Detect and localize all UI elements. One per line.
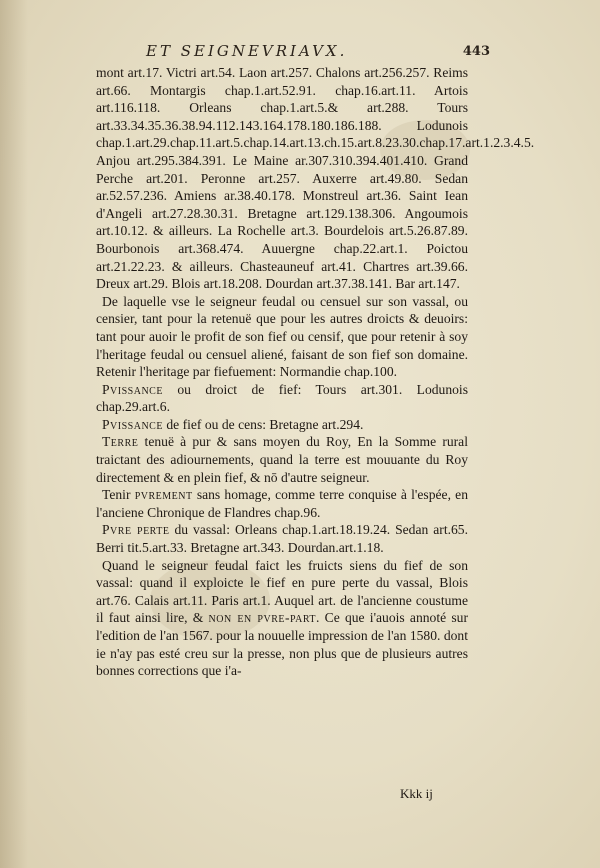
small-caps-term: pvrement xyxy=(134,487,193,503)
signature-mark: Kkk ij xyxy=(400,786,433,801)
paragraph-text: De laquelle vse le seigneur feudal ou censuel sur son vassal, ou censier, tant pour la retenuë que pour les autres droicts & deuoirs: tant pour auoir le profit de son fief ou censif, que pour retenir à soy l'heritage feudal ou censuel aliené, faisant de son fief son domaine. Retenir l'heritage par fiefuement: Normandie chap.100. xyxy=(96,293,468,380)
running-title: ET SEIGNEVRIAVX. xyxy=(146,42,348,60)
page-number: 443 xyxy=(462,44,490,59)
paragraph-text: . Ce que i'auois annoté sur l'edition de l'an 1567. pour la nouuelle impression de l'an 1580. dont ie n'ay pas esté creu sur la presse, non plus que de plusieurs autres bonnes corrections que i'a- xyxy=(96,610,468,679)
body-text xyxy=(96,64,535,680)
paragraph xyxy=(96,293,468,381)
paragraph-text: du vassal: Orleans chap.1.art.18.19.24. Sedan art.65. Berri tit.5.art.33. Bretagne art.343. Dourdan.art.1.18. xyxy=(96,522,468,556)
paragraph xyxy=(96,557,468,680)
paragraph-text: mont art.17. Victri art.54. Laon art.257. Chalons art.256.257. Reims art.66. Montargis chap.1.art.52.91. chap.16.art.11. Artois art.116.118. Orleans chap.1.art.5.& art.288. Tours art.33.34.35.36.38.94.112.143.164.178.180.186.188. Lodunois chap.1.art.29.chap.11.art.5.chap.14.art.13.ch.15.art.8.23.30.chap.17.art.1.2.3.4.5. Anjou art.295.384.391. Le Maine ar.307.310.394.401.410. Grand Perche art.201. Peronne art.257. Auxerre art.49.80. Sedan ar.52.57.236. Amiens ar.38.40.178. Monstreul art.36. Saint Iean d'Angeli art.27.28.30.31. Bretagne art.129.138.306. Angoumois art.10.12. & ailleurs. La Rochelle art.3. Bourdelois art.5.26.87.89. Bourbonois art.368.474. Auuergne chap.22.art.1. Poictou art.21.22.23. & ailleurs. Chasteauneuf art.41. Chartres art.39.66. Dreux art.29. Blois art.18.208. Dourdan art.37.38.141. Bar art.147. xyxy=(96,65,535,292)
small-caps-term: Pvissance xyxy=(102,416,163,432)
paragraph-text: tenuë à pur & sans moyen du Roy, En la Somme rural traictant des adiournements, quand la terre est mouuante du Roy directement & en plein fief, & nō d'autre seigneur. xyxy=(96,434,468,485)
paragraph-text: Quand le seigneur feudal faict les fruicts siens du fief de son vassal: quand il exploicte le fief en pure perte du vassal, Blois art.76. Calais art.11. Paris art.1. Auquel art. de l'ancienne coustume il faut ainsi lire, & xyxy=(96,557,468,626)
small-caps-term: non en pvre-part xyxy=(208,610,317,626)
paragraph-text: ou droict de fief: Tours art.301. Lodunois chap.29.art.6. xyxy=(96,381,468,415)
paragraph-text: Tenir xyxy=(102,487,135,503)
paragraph xyxy=(96,521,468,556)
small-caps-term: Terre xyxy=(102,434,139,450)
paragraph xyxy=(96,64,535,293)
paragraph xyxy=(96,416,468,434)
small-caps-term: Pvissance xyxy=(102,381,163,397)
paragraph xyxy=(96,433,468,486)
paragraph xyxy=(96,381,468,416)
paragraph xyxy=(96,486,468,521)
paragraph-text: sans homage, comme terre conquise à l'espée, en l'anciene Chronique de Flandres chap.96. xyxy=(96,487,469,520)
paragraph-text: de fief ou de cens: Bretagne art.294. xyxy=(162,416,364,432)
small-caps-term: Pvre perte xyxy=(102,522,170,538)
